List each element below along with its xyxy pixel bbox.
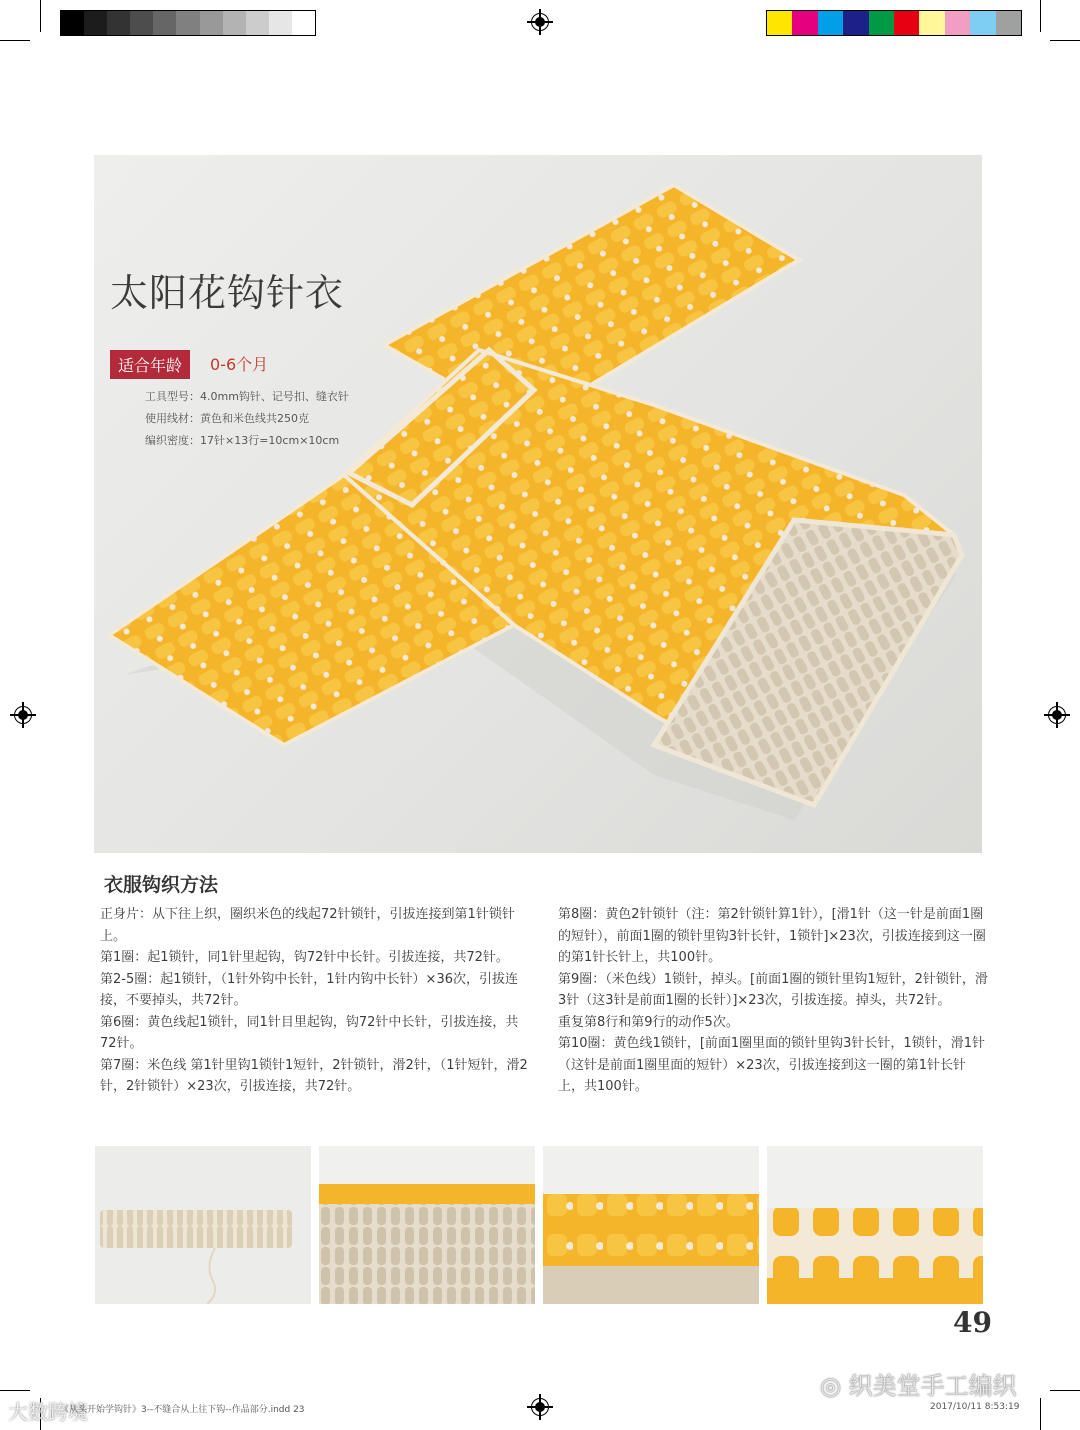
instruction-paragraph: 第9圈：（米色线）1锁针，掉头。[前面1圈的锁针里钩1短针，2针锁针，滑3针（这3针是前面1圈的长针）]×23次，引拔连接。掉头，共72针。 [558,971,988,1008]
crop-mark [0,1390,30,1391]
spec-tools [145,388,349,404]
spec-yarn [145,410,309,426]
registration-target-icon [531,1398,549,1416]
crop-mark [1050,1390,1080,1391]
registration-target-icon [531,13,549,31]
crop-mark [1040,1398,1041,1430]
ribbing-strip-illustration [95,1146,311,1304]
registration-target-icon [14,706,32,724]
spec-label: 编织密度： [145,434,200,447]
instruction-paragraph: 第6圈：黄色线起1锁针，同1针目里起钩，钩72针中长针，引拔连接，共72针。 [100,1014,519,1051]
page-number: 49 [953,1306,992,1339]
grayscale-calibration-bar [60,10,316,36]
section-title: 衣服钩织方法 [104,874,219,896]
crop-mark [40,0,41,32]
spec-value: 17针×13行=10cm×10cm [200,434,340,447]
crochet-sweater-illustration [94,155,982,853]
wechat-logo-icon: ◎ [820,1372,841,1400]
step-2-illustration [319,1146,535,1304]
spec-value: 4.0mm钩针、记号扣、缝衣针 [200,390,349,403]
hero-photo [94,155,982,853]
instructions-left-column [100,904,532,1098]
page-title: 太阳花钩针衣 [110,271,345,315]
step-photo-4 [767,1146,983,1304]
instruction-paragraph: 第7圈：米色线 第1针里钩1锁针1短针，2针锁针，滑2针，（1针短针，滑2针，2针锁针）×23次，引拔连接，共72针。 [100,1057,528,1094]
watermark [820,1366,1017,1401]
watermark-left: 大数跨境 [8,1400,88,1424]
watermark-text: 织美堂手工编织 [848,1372,1017,1400]
footer-file-name: 《从头开始学钩针》3--不缝合从上往下钩--作品部分.indd 23 [60,1405,305,1415]
step-photo-1 [95,1146,311,1304]
instruction-paragraph: 第10圈：黄色线1锁针，[前面1圈里面的锁针里钩3针长针，1锁针，滑1针（这针是前面1圈里面的短针）×23次，引拔连接到这一圈的第1针长针上，共100针。 [558,1036,985,1094]
instructions-right-column [558,904,990,1098]
spec-gauge [145,432,339,448]
color-calibration-bar [766,10,1022,36]
step-3-illustration [543,1146,759,1304]
footer-date: 2017/10/11 8:53:19 [930,1402,1020,1412]
crop-mark [1040,0,1041,32]
registration-target-icon [1048,706,1066,724]
crop-mark [1050,40,1080,41]
age-badge: 适合年龄 [110,350,190,379]
instruction-paragraph: 正身片：从下往上织，圈织米色的线起72针锁针，引拔连接到第1针锁针上。 [100,907,515,944]
spec-label: 工具型号： [145,390,200,403]
step-4-illustration [767,1146,983,1304]
instruction-paragraph: 第8圈：黄色2针锁针（注：第2针锁针算1针），[滑1针（这一针是前面1圈的短针），前面1圈的锁针里钩3针长针，1锁针]×23次，引拔连接到这一圈的第1针长针上，共100针。 [558,907,986,965]
instruction-paragraph: 第1圈：起1锁针，同1针里起钩，钩72针中长针。引拔连接，共72针。 [100,950,509,965]
step-photo-2 [319,1146,535,1304]
step-photo-3 [543,1146,759,1304]
spec-label: 使用线材： [145,412,200,425]
spec-value: 黄色和米色线共250克 [200,412,309,425]
age-value: 0-6个月 [210,355,269,374]
instruction-paragraph: 第2-5圈：起1锁针，（1针外钩中长针，1针内钩中长针）×36次，引拔连接，不要掉头，共72针。 [100,971,518,1008]
instruction-paragraph: 重复第8行和第9行的动作5次。 [558,1014,739,1030]
crop-mark [0,40,30,41]
